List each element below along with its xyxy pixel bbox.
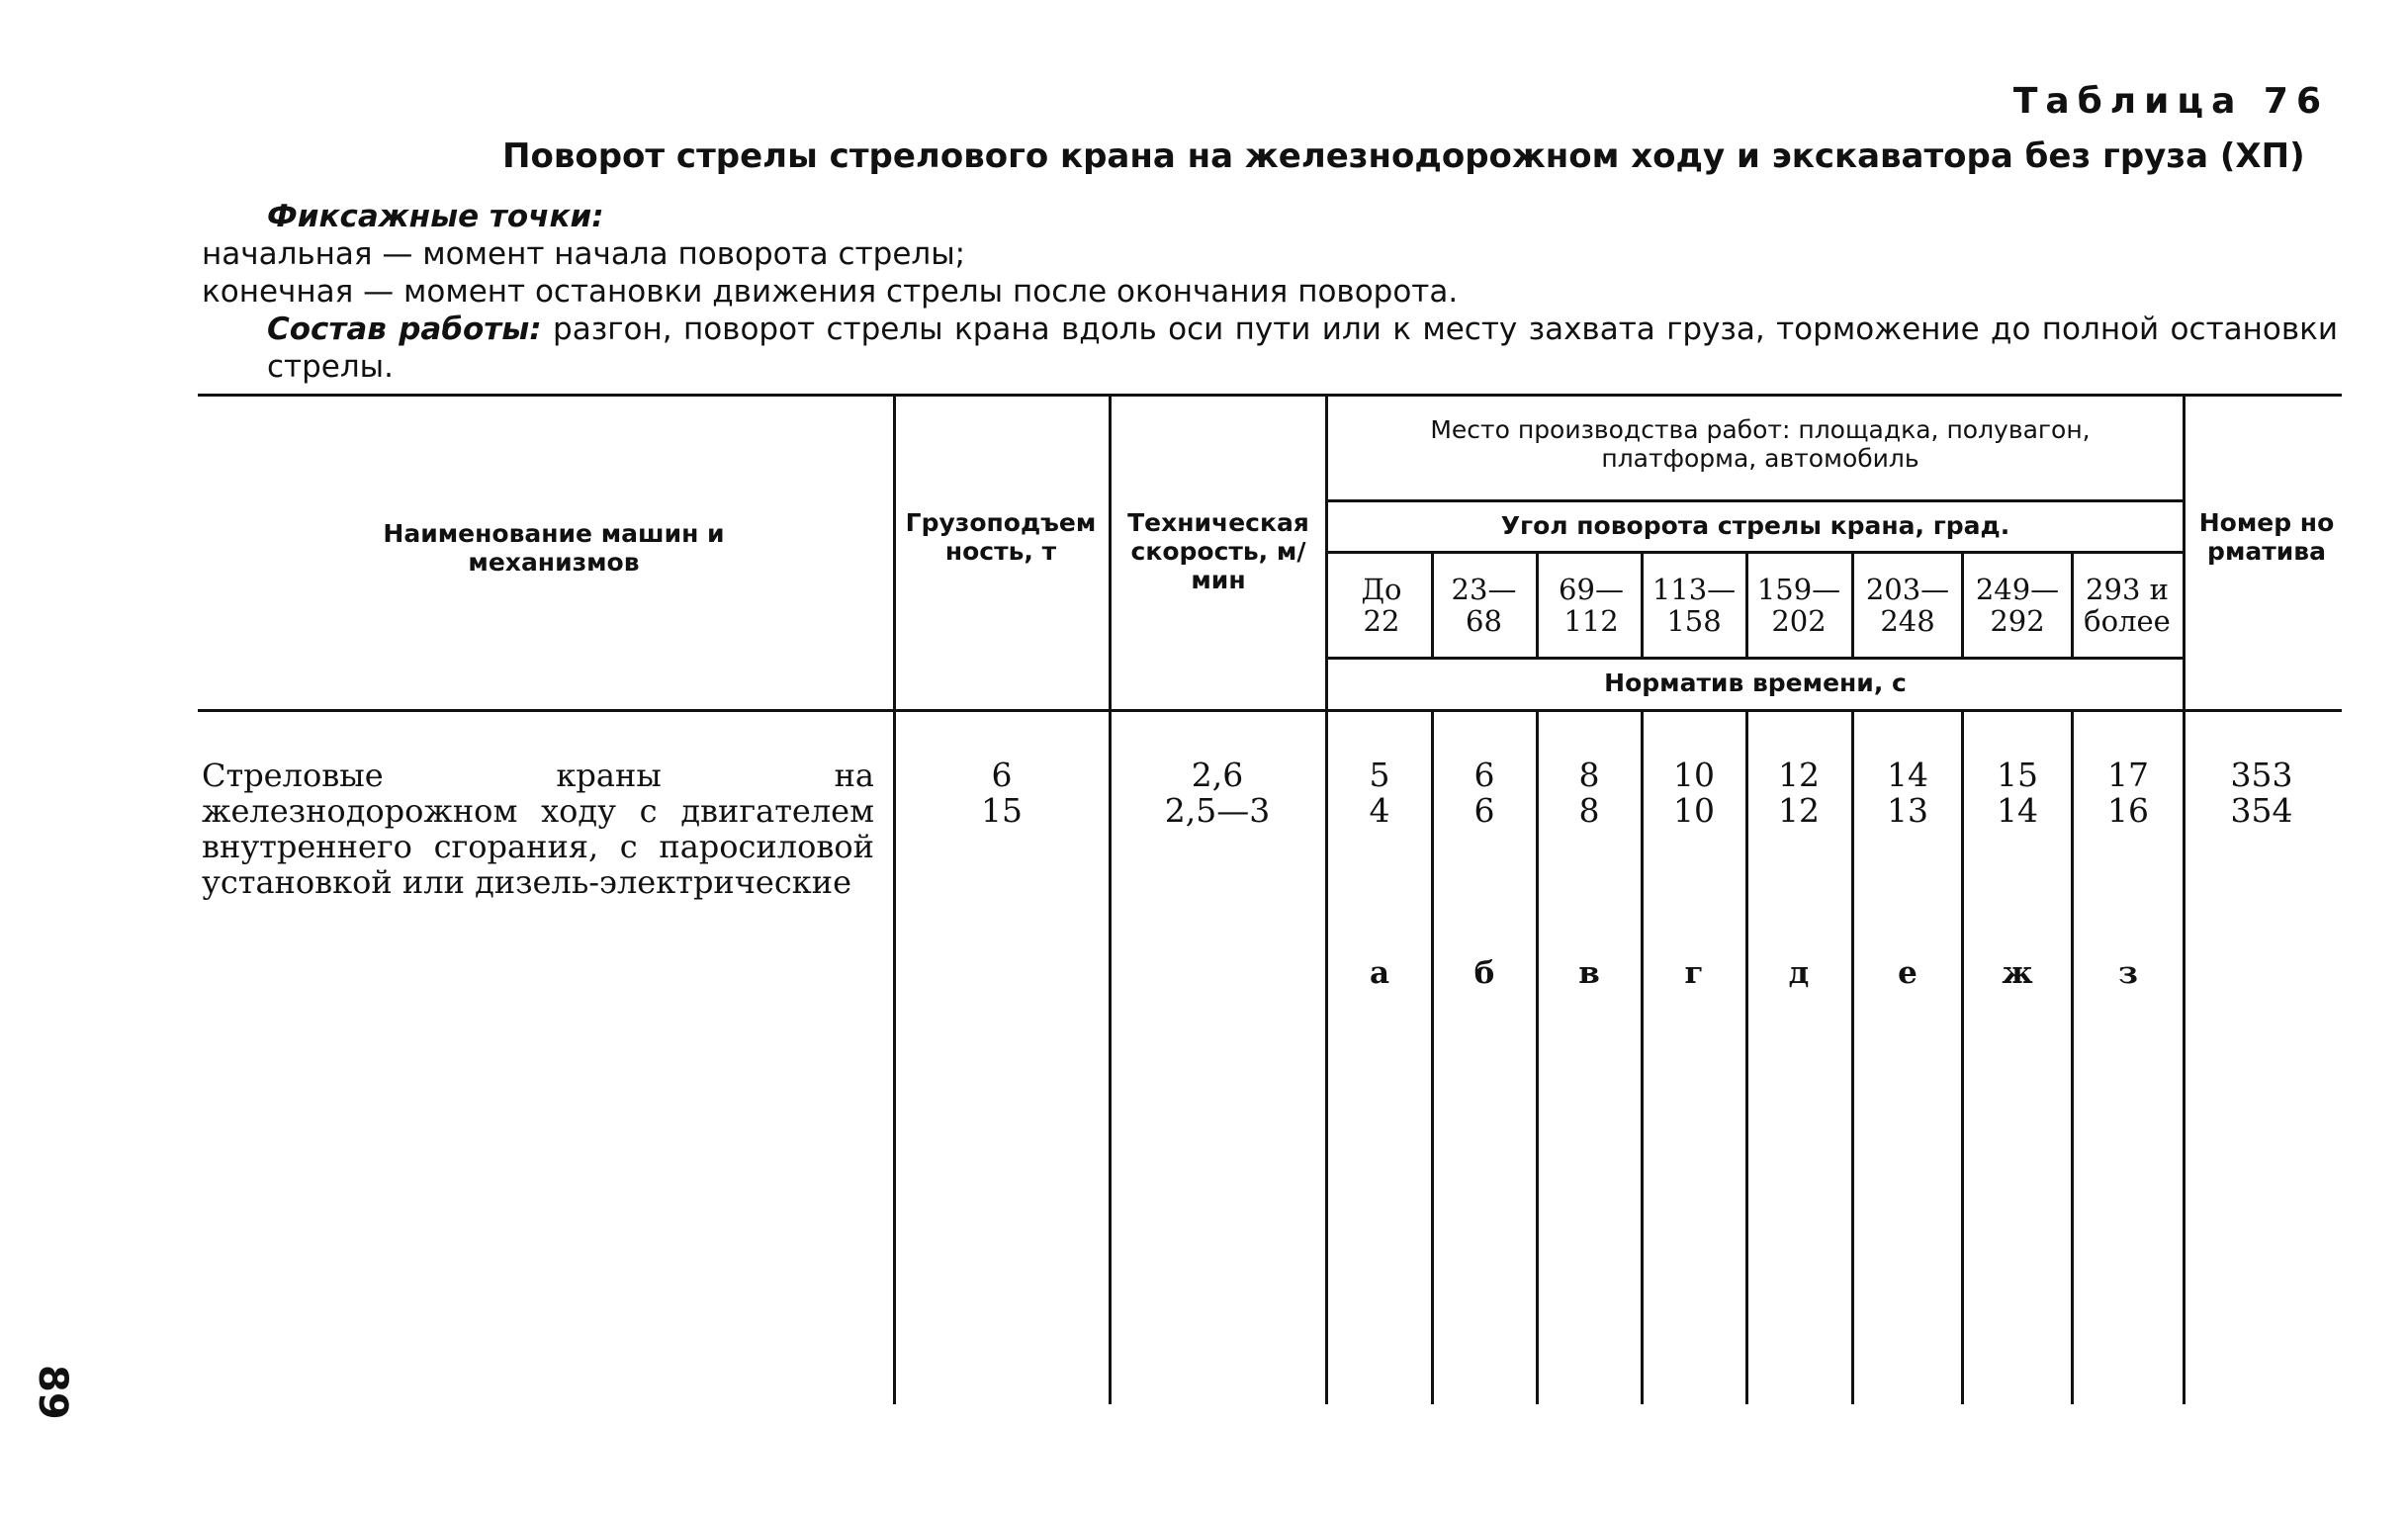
time-value: 17 (2107, 756, 2149, 794)
page-number: 89 (30, 1365, 75, 1420)
end-point: конечная — момент остановки движения стрелы после окончания поворота. (202, 274, 1459, 310)
angle-range: 293 и более (2084, 573, 2171, 638)
start-point: начальная — момент начала поворота стрелы; (202, 236, 966, 272)
value-divider (1851, 711, 1854, 1404)
time-value: 10 (1673, 791, 1715, 830)
col-divider (1109, 394, 1112, 1404)
angle-range: 249—292 (1975, 573, 2060, 638)
column-letter: е (1898, 955, 1917, 991)
col-divider (893, 394, 896, 1404)
column-letter: д (1788, 955, 1810, 991)
intro-block (202, 198, 2338, 386)
angle-range: 69—112 (1559, 573, 1624, 638)
norm-number-value: 353 (2230, 756, 2293, 794)
header-capacity: Грузоподъемность, т (905, 508, 1097, 566)
machine-name: Стреловые краны на железнодорожном ходу с двигателем внутреннего сгорания, с паросиловой установкой или дизель-электрические (202, 757, 874, 901)
norm-number-value: 354 (2230, 791, 2293, 830)
range-divider (1536, 551, 1539, 657)
column-letter: з (2118, 955, 2138, 991)
range-divider (2071, 551, 2074, 657)
table-label: Таблица 76 (2012, 81, 2329, 122)
work-composition: Состав работы: разгон, поворот стрелы крана вдоль оси пути или к месту захвата груза, торможение до полной остановки стрелы. (267, 312, 2338, 385)
range-divider (1431, 551, 1434, 657)
angle-range: 159—202 (1756, 573, 1841, 638)
value-divider (1961, 711, 1964, 1404)
time-value: 12 (1778, 756, 1820, 794)
capacity-value: 15 (981, 791, 1023, 830)
range-divider (1851, 551, 1854, 657)
time-value: 14 (1997, 791, 2038, 830)
col-divider (1325, 394, 1328, 1404)
angle-range: 23—68 (1451, 573, 1517, 638)
header-bottom-rule (198, 709, 2342, 712)
angle-rule (1327, 551, 2185, 554)
time-value: 13 (1887, 791, 1928, 830)
speed-value: 2,6 (1191, 756, 1244, 794)
time-value: 4 (1369, 791, 1390, 830)
time-value: 12 (1778, 791, 1820, 830)
range-divider (1641, 551, 1644, 657)
column-letter: б (1473, 955, 1495, 991)
time-value: 14 (1887, 756, 1928, 794)
header-name: Наименование машин и механизмов (383, 519, 725, 577)
document-title: Поворот стрелы стрелового крана на железнодорожном ходу и экскаватора без груза (ХП) (502, 136, 2305, 176)
column-letter: в (1578, 955, 1600, 991)
range-divider (1961, 551, 1964, 657)
angle-range: 113—158 (1651, 573, 1737, 638)
header-angle: Угол поворота стрелы крана, град. (1500, 511, 2010, 540)
header-place: Место производства работ: площадка, полувагон, платформа, автомобиль (1430, 415, 2091, 473)
time-value: 6 (1473, 791, 1495, 830)
angle-range: 203—248 (1865, 573, 1950, 638)
col-divider (2183, 394, 2185, 1404)
header-speed: Техническая скорость, м/мин (1127, 508, 1309, 594)
time-value: 15 (1997, 756, 2038, 794)
time-value: 8 (1578, 756, 1600, 794)
column-letter: г (1684, 955, 1704, 991)
fix-heading: Фиксажные точки: (267, 199, 604, 234)
header-norm-number: Номер норматива (2198, 508, 2335, 566)
time-value: 6 (1473, 756, 1495, 794)
column-letter: а (1369, 955, 1390, 991)
table-top-rule (198, 394, 2342, 397)
column-letter: ж (2002, 955, 2033, 991)
ranges-rule (1327, 657, 2185, 660)
capacity-value: 6 (991, 756, 1013, 794)
range-divider (1745, 551, 1748, 657)
time-value: 8 (1578, 791, 1600, 830)
time-value: 5 (1369, 756, 1390, 794)
place-rule (1327, 499, 2185, 502)
angle-range: До 22 (1361, 573, 1402, 638)
header-time-norm: Норматив времени, с (1604, 669, 1907, 697)
value-divider (2071, 711, 2074, 1404)
speed-value: 2,5—3 (1164, 791, 1271, 830)
time-value: 16 (2107, 791, 2149, 830)
time-value: 10 (1673, 756, 1715, 794)
